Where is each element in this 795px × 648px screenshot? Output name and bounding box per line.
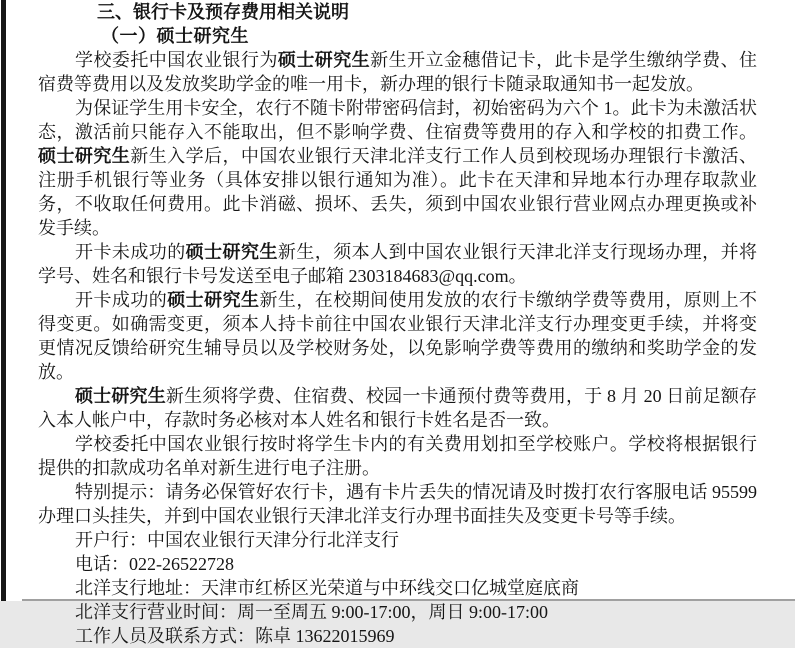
paragraph-card-security: [38, 96, 757, 240]
contact-label: 工作人员及联系方式：: [75, 626, 255, 646]
text-run: 特别提示：请务必保管好农行卡，遇有卡片丢失的情况请及时拨打农行客服电话 95599 办理口头挂失，并到中国农业银行天津北洋支行办理书面挂失及变更卡号等手续。: [38, 482, 757, 526]
text-run: 学校委托中国农业银行为: [75, 50, 278, 70]
text-run: 新生，在校期间使用发放的农行卡缴纳学费等费用，原则上不得变更。如确需变更，须本人持卡前往中国农业银行天津北洋支行办理变更手续，并将变更情况反馈给研究生辅导员以及学校财务处，以免影响学费等费用的缴纳和奖助学金的发放。: [38, 290, 758, 382]
text-run: 学校委托中国农业银行按时将学生卡内的有关费用划扣至学校账户。学校将根据银行提供的扣款成功名单对新生进行电子注册。: [38, 434, 757, 478]
contact-line-staff: [38, 624, 757, 648]
text-run: 为保证学生用卡安全，农行不随卡附带密码信封，初始密码为六个 1。此卡为未激活状态，激活前只能存入不能取出，但不影响学费、住宿费等费用的存入和学校的扣费工作。: [38, 98, 757, 142]
contact-value: 天津市红桥区光荣道与中环线交口亿城堂庭底商: [201, 578, 579, 598]
text-run: 新生开立金穗借记卡，此卡是学生缴纳学费、住宿费等费用以及发放奖助学金的唯一用卡，新办理的银行卡随录取通知书一起发放。: [38, 50, 758, 94]
contact-line-phone: [38, 552, 757, 576]
contact-line-address: [38, 576, 757, 600]
contact-value: 022-26522728: [129, 554, 234, 574]
contact-line-business-hours: [38, 600, 757, 624]
text-run: 新生，须本人到中国农业银行天津北洋支行现场办理，并将学号、姓名和银行卡号发送至电子邮箱 2303184683@qq.com。: [38, 242, 758, 286]
text-run: 新生须将学费、住宿费、校园一卡通预付费等费用，于 8 月 20 日前足额存入本人帐户中，存款时务必核对本人姓名和银行卡姓名是否一致。: [38, 386, 757, 430]
text-run-bold: 硕士研究生: [75, 386, 166, 406]
contact-value: 中国农业银行天津分行北洋支行: [147, 530, 399, 550]
paragraph-deposit-deadline: [38, 384, 757, 432]
text-run-bold: 硕士研究生: [277, 50, 371, 70]
text-run-bold: 硕士研究生: [38, 146, 131, 166]
contact-value: 周一至周五 9:00-17:00，周日 9:00-17:00: [237, 602, 548, 622]
scan-artifact-left-bar: [1, 0, 6, 601]
paragraph-card-issuance: [38, 48, 757, 96]
contact-label: 北洋支行营业时间：: [75, 602, 237, 622]
section-heading: 三、银行卡及预存费用相关说明: [97, 2, 349, 22]
contact-line-bank-branch: [38, 528, 757, 552]
text-run: 开卡成功的: [75, 290, 168, 310]
text-run-bold: 硕士研究生: [167, 290, 260, 310]
paragraph-card-opened: [38, 288, 757, 384]
text-run: 开卡未成功的: [75, 242, 186, 262]
paragraph-fee-deduction: [38, 432, 757, 480]
contact-label: 北洋支行地址：: [75, 578, 201, 598]
contact-label: 电话：: [75, 554, 129, 574]
scan-artifact-bottom-line: [22, 599, 795, 601]
paragraph-special-notice: [38, 480, 757, 528]
contact-value: 陈卓 13622015969: [255, 626, 395, 646]
text-run-bold: 硕士研究生: [185, 242, 278, 262]
contact-label: 开户行：: [75, 530, 147, 550]
subsection-heading: （一）硕士研究生: [101, 26, 249, 46]
text-run: 新生入学后，中国农业银行天津北洋支行工作人员到校现场办理银行卡激活、注册手机银行等业务（具体安排以银行通知为准）。此卡在天津和异地本行办理存取款业务，不收取任何费用。此卡消磁、损坏、丢失，须到中国农业银行营业网点办理更换或补发手续。: [38, 146, 758, 238]
paragraph-card-not-opened: [38, 240, 757, 288]
document-content: [38, 0, 757, 648]
